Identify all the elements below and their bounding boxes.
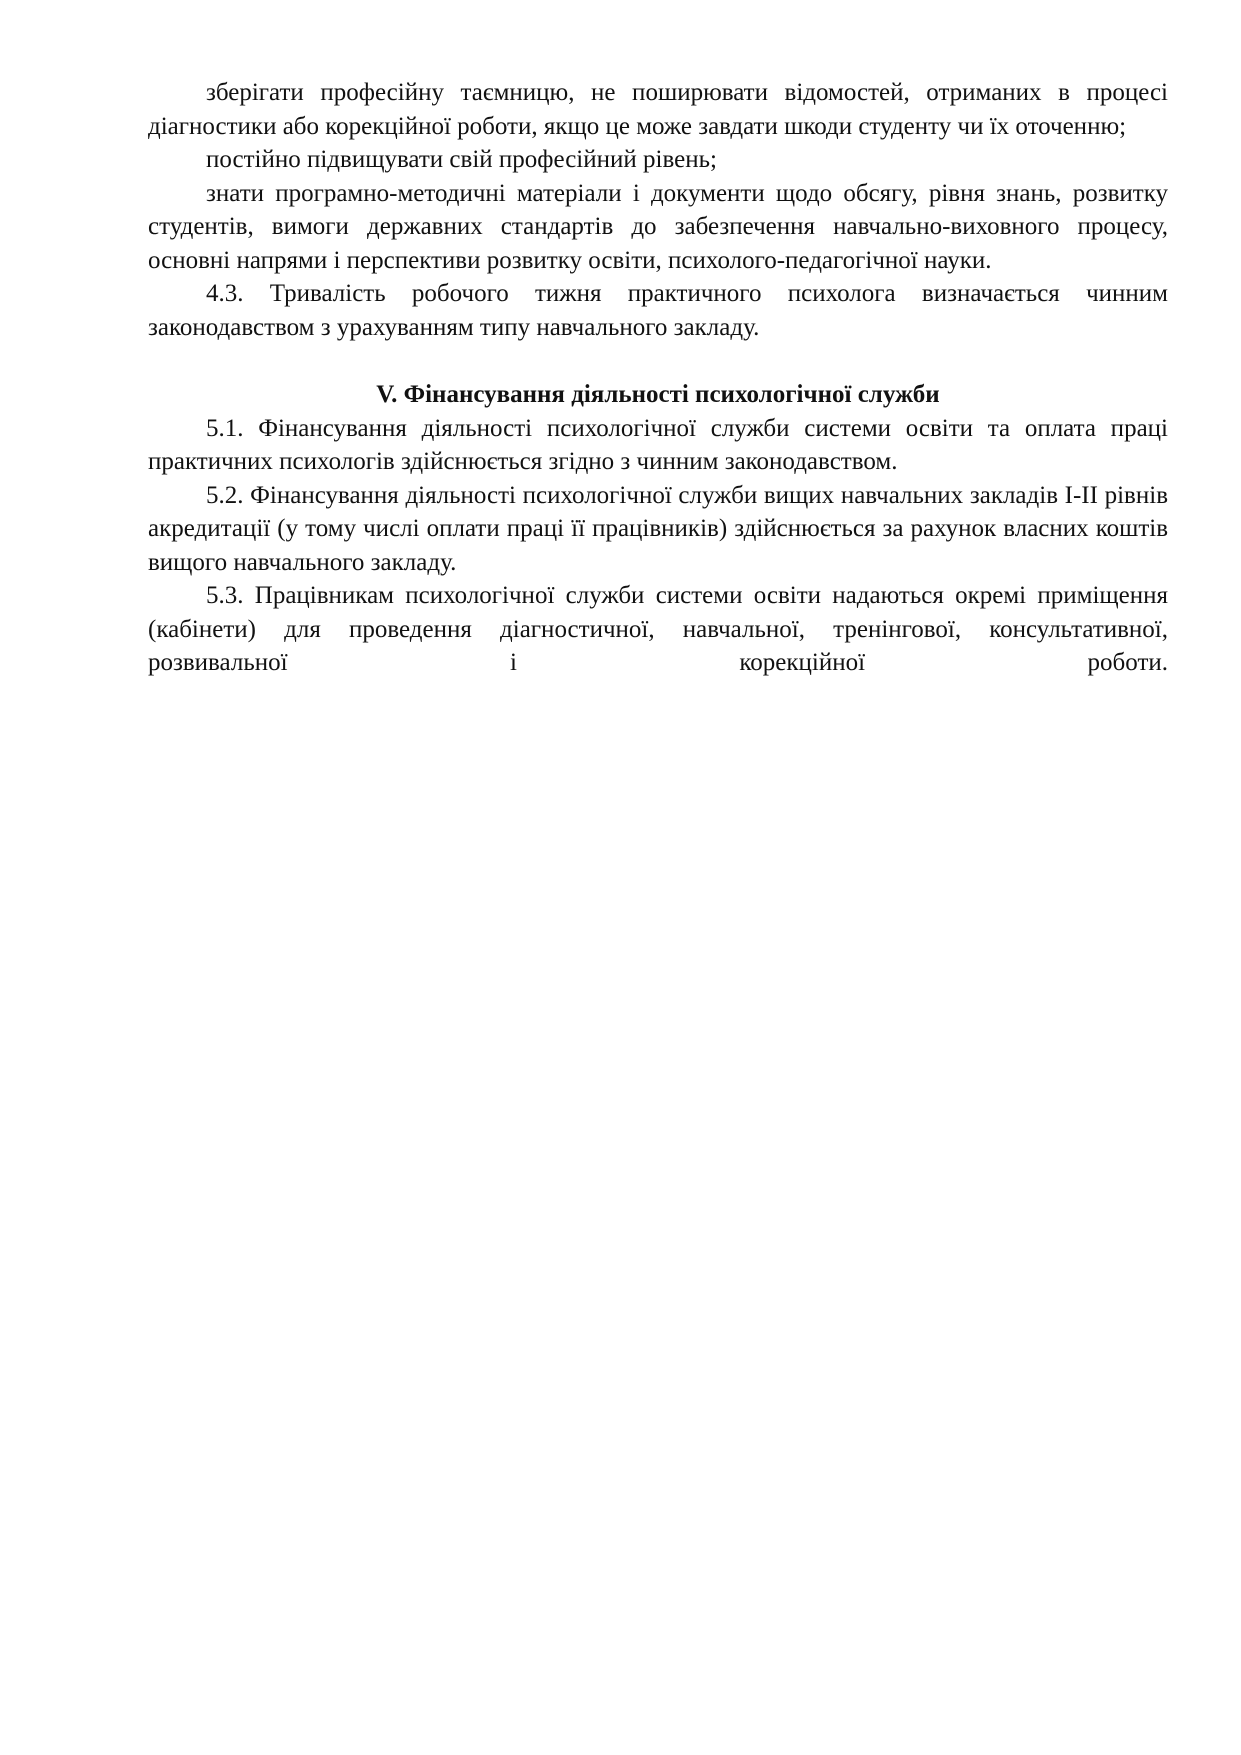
section-5-heading: V. Фінансування діяльності психологічної служби [376,381,940,408]
section-gap [148,344,1168,378]
paragraph-confidentiality: зберігати професійну таємницю, не поширювати відомостей, отриманих в процесі діагностики або корекційної роботи, якщо це може завдати шкоди студенту чи їх оточенню; [148,79,1168,140]
paragraph-5-3: 5.3. Працівникам психологічної служби системи освіти надаються окремі приміщення (кабінети) для проведення діагностичної, навчальної, тренінгової, консультативної, розвивальної і корекційної роботи. [148,582,1168,676]
paragraph-5-2: 5.2. Фінансування діяльності психологічної служби вищих навчальних закладів I-II рівнів акредитації (у тому числі оплати праці її працівників) здійснюється за рахунок власних коштів вищого навчального закладу. [148,481,1168,576]
paragraph-5-1: 5.1. Фінансування діяльності психологічної служби системи освіти та оплата праці практичних психологів здійснюється згідно з чинним законодавством. [148,414,1168,475]
paragraph-professional-level: постійно підвищувати свій професійний рівень; [206,146,717,173]
paragraph-4-3-working-week: 4.3. Тривалість робочого тижня практичного психолога визначається чинним законодавством з урахуванням типу навчального закладу. [148,280,1168,341]
paragraph-methodical-materials: знати програмно-методичні матеріали і документи щодо обсягу, рівня знань, розвитку студентів, вимоги державних стандартів до забезпечення навчально-виховного процесу, основні напрями і перспективи розвитку освіти, психолого-педагогічної науки. [148,179,1168,274]
document-body [148,76,1168,680]
